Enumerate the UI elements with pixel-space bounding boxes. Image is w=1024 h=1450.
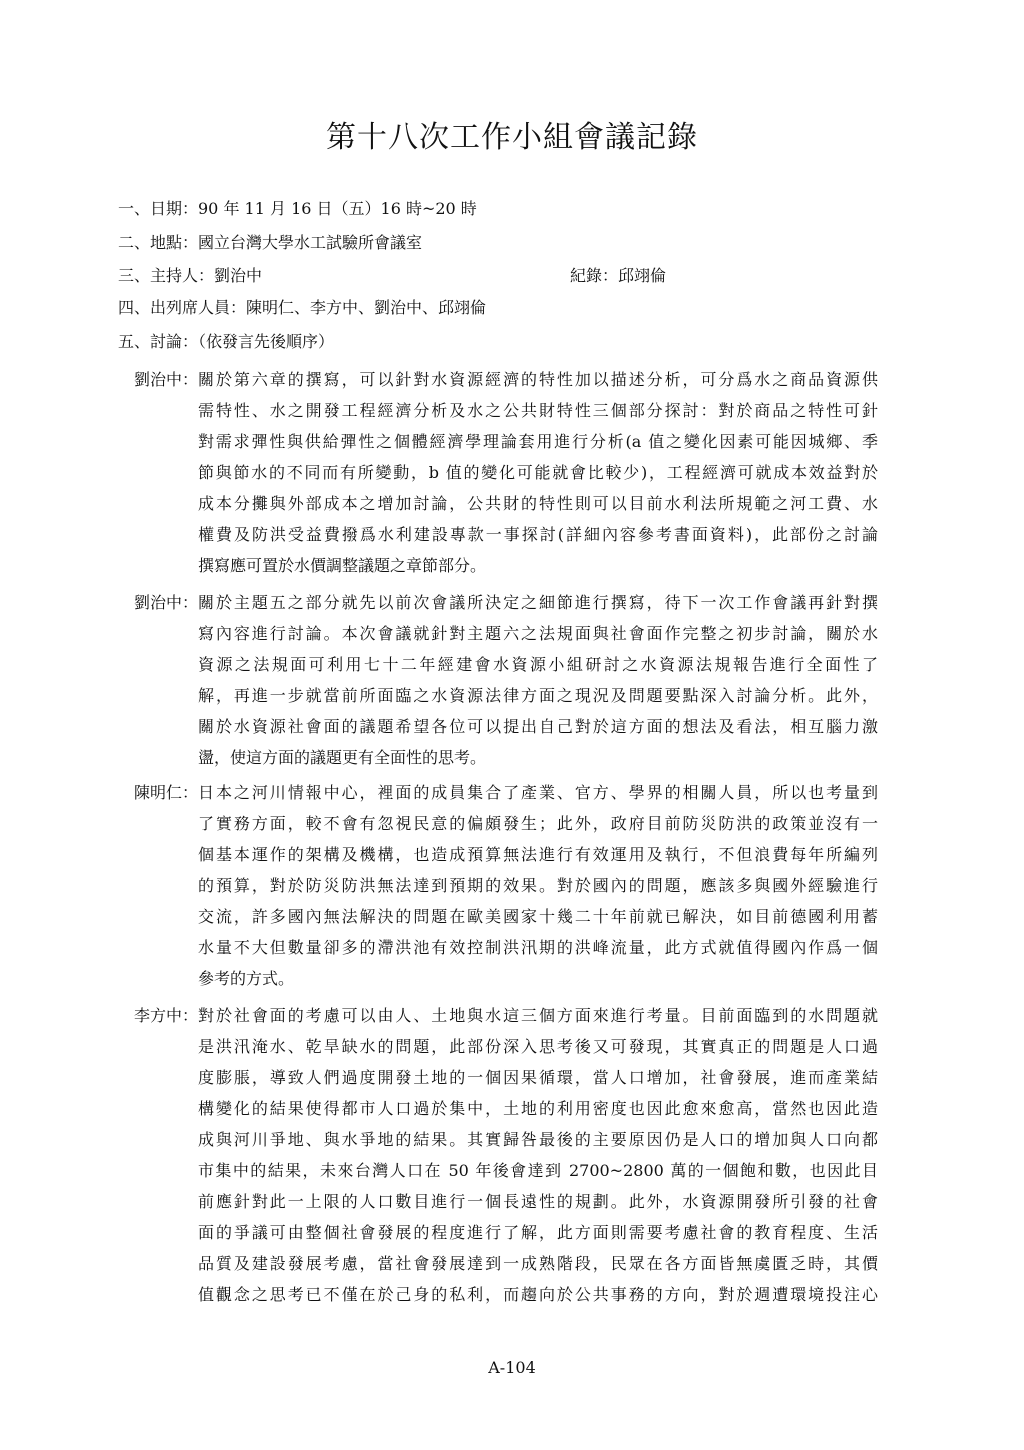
entry-text-line: 參考的方式。: [198, 969, 295, 988]
entry-text-line: 交流，許多國內無法解決的問題在歐美國家十幾二十年前就已解決，如目前德國利用蓄: [198, 907, 878, 926]
speaker-name: 劉治中：: [133, 593, 198, 612]
entry-text-line: 前應針對此一上限的人口數目進行一個長遠性的規劃。此外，水資源開發所引發的社會: [198, 1192, 878, 1211]
entry-text-line: 值觀念之思考已不僅在於己身的私利，而趨向於公共事務的方向，對於週遭環境投注心: [198, 1285, 878, 1304]
speaker-name: 陳明仁：: [133, 783, 198, 802]
entry-text-line: 撰寫應可置於水價調整議題之章節部分。: [198, 556, 487, 575]
entry-text-line: 是洪汛淹水、乾旱缺水的問題，此部份深入思考後又可發現，其實真正的問題是人口過: [198, 1037, 878, 1056]
entry-text-line: 關於第六章的撰寫，可以針對水資源經濟的特性加以描述分析，可分爲水之商品資源供: [198, 370, 878, 389]
entry-text-line: 成與河川爭地、與水爭地的結果。其實歸咎最後的主要原因仍是人口的增加與人口向都: [198, 1130, 878, 1149]
speaker-name: 劉治中：: [133, 370, 198, 389]
entry-text-line: 日本之河川情報中心，裡面的成員集合了產業、官方、學界的相關人員，所以也考量到: [198, 783, 878, 802]
entry-text-line: 水量不大但數量卻多的滯洪池有效控制洪汛期的洪峰流量，此方式就值得國內作爲一個: [198, 938, 878, 957]
entry-text-line: 對需求彈性與供給彈性之個體經濟學理論套用進行分析(a 值之變化因素可能因城鄉、季: [198, 432, 878, 451]
entry-text-line: 盪，使這方面的議題更有全面性的思考。: [198, 748, 487, 767]
entry-text-line: 寫內容進行討論。本次會議就針對主題六之法規面與社會面作完整之初步討論，關於水: [198, 624, 878, 643]
page-number: A-104: [488, 1358, 536, 1377]
entry-text-line: 成本分攤與外部成本之增加討論，公共財的特性則可以目前水利法所規範之河工費、水: [198, 494, 878, 513]
entry-text-line: 度膨脹，導致人們過度開發土地的一個因果循環，當人口增加，社會發展，進而產業結: [198, 1068, 878, 1087]
entry-text-line: 了實務方面，較不會有忽視民意的偏頗發生；此外，政府目前防災防洪的政策並沒有一: [198, 814, 878, 833]
entry-text-line: 關於水資源社會面的議題希望各位可以提出自己對於這方面的想法及看法，相互腦力激: [198, 717, 878, 736]
meeting-attendees: 四、出列席人員：陳明仁、李方中、劉治中、邱翊倫: [118, 298, 487, 317]
meeting-date: 一、日期：90 年 11 月 16 日（五）16 時~20 時: [118, 199, 477, 218]
page-title: 第十八次工作小組會議記錄: [326, 120, 698, 155]
discussion-heading: 五、討論：（依發言先後順序）: [118, 332, 335, 351]
entry-text-line: 市集中的結果，未來台灣人口在 50 年後會達到 2700~2800 萬的一個飽和數，也因此目: [198, 1161, 878, 1180]
entry-text-line: 的預算，對於防災防洪無法達到預期的效果。對於國內的問題，應該多與國外經驗進行: [198, 876, 878, 895]
entry-text-line: 構變化的結果使得都市人口過於集中，土地的利用密度也因此愈來愈高，當然也因此造: [198, 1099, 878, 1118]
entry-text-line: 權費及防洪受益費撥爲水利建設專款一事探討(詳細內容參考書面資料)，此部份之討論: [198, 525, 878, 544]
speaker-name: 李方中：: [133, 1006, 198, 1025]
entry-text-line: 需特性、水之開發工程經濟分析及水之公共財特性三個部分探討：對於商品之特性可針: [198, 401, 878, 420]
meeting-location: 二、地點：國立台灣大學水工試驗所會議室: [118, 233, 423, 252]
entry-text-line: 對於社會面的考慮可以由人、土地與水這三個方面來進行考量。目前面臨到的水問題就: [198, 1006, 878, 1025]
entry-text-line: 資源之法規面可利用七十二年經建會水資源小組研討之水資源法規報告進行全面性了: [198, 655, 878, 674]
meeting-recorder: 紀錄：邱翊倫: [570, 266, 667, 285]
meeting-chair: 三、主持人：劉治中: [118, 266, 263, 285]
entry-text-line: 個基本運作的架構及機構，也造成預算無法進行有效運用及執行，不但浪費每年所編列: [198, 845, 878, 864]
entry-text-line: 品質及建設發展考慮，當社會發展達到一成熟階段，民眾在各方面皆無虞匱乏時，其價: [198, 1254, 878, 1273]
entry-text-line: 解，再進一步就當前所面臨之水資源法律方面之現況及問題要點深入討論分析。此外，: [198, 686, 878, 705]
entry-text-line: 面的爭議可由整個社會發展的程度進行了解，此方面則需要考慮社會的教育程度、生活: [198, 1223, 878, 1242]
entry-text-line: 關於主題五之部分就先以前次會議所決定之細節進行撰寫，待下一次工作會議再針對撰: [198, 593, 878, 612]
entry-text-line: 節與節水的不同而有所變動，b 值的變化可能就會比較少)，工程經濟可就成本效益對於: [198, 463, 878, 482]
